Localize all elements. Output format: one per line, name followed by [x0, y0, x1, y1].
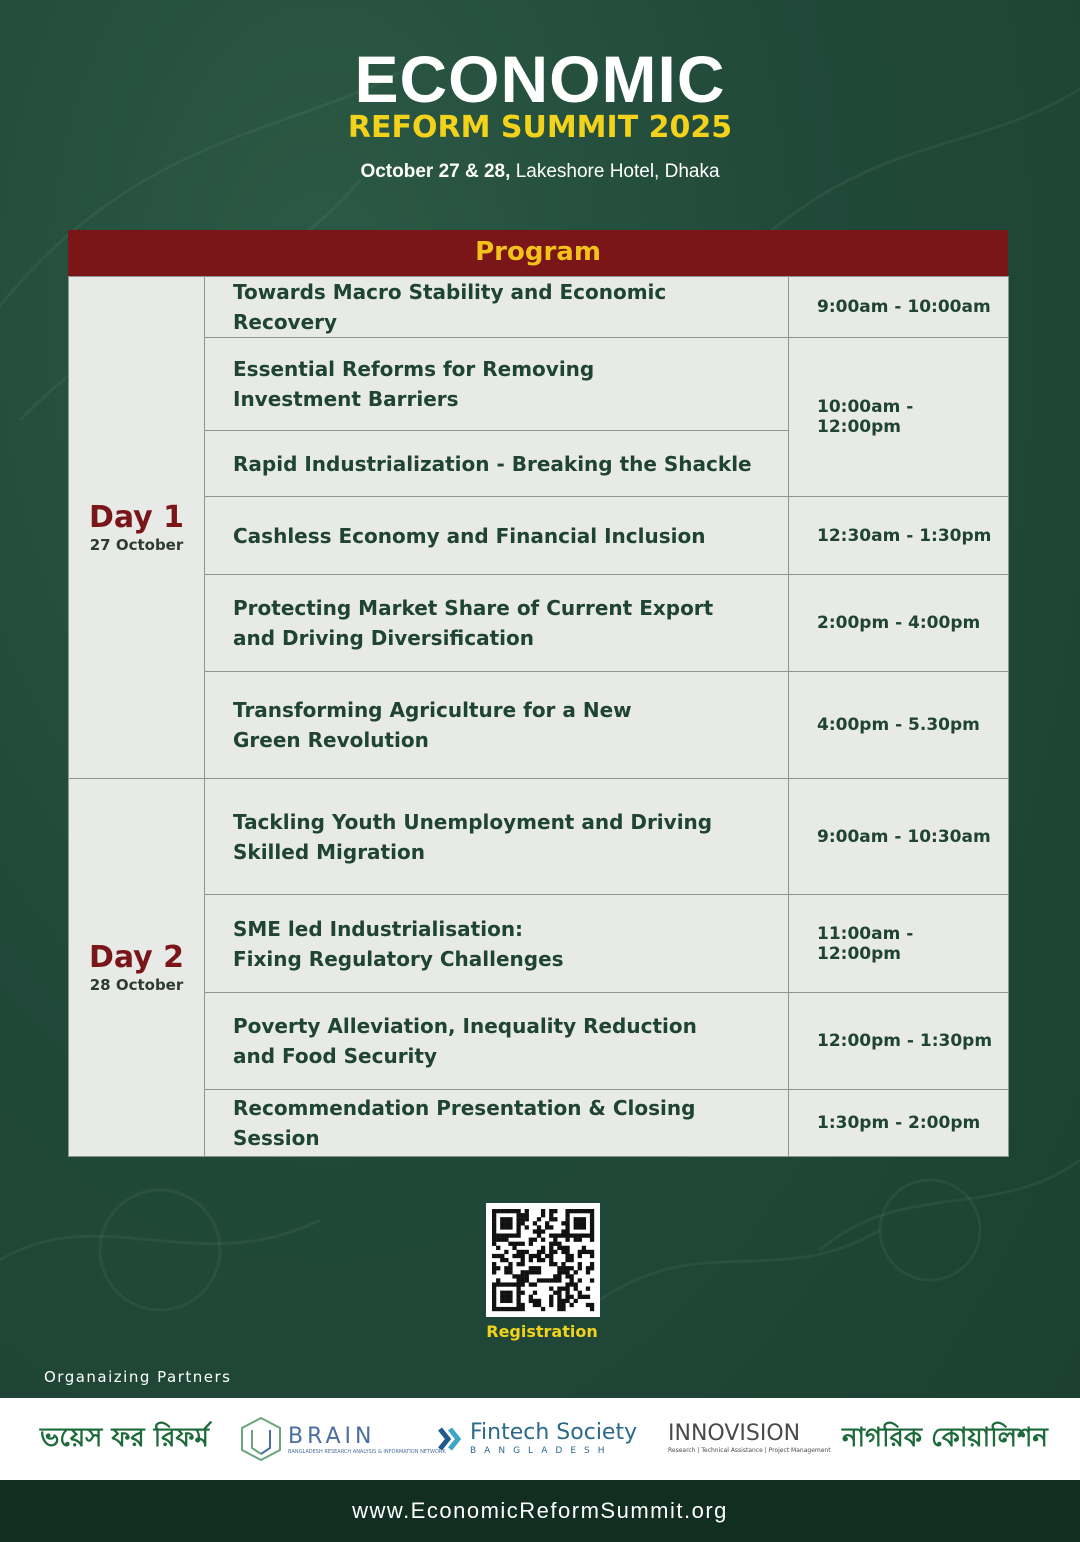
program-header: Program [68, 230, 1008, 276]
session-title: Transforming Agriculture for a New Green Revolution [205, 672, 789, 779]
website-url[interactable]: www.EconomicReformSummit.org [0, 1480, 1080, 1542]
table-row [69, 993, 1009, 1090]
session-time: 11:00am - 12:00pm [789, 895, 1009, 993]
session-time: 1:30pm - 2:00pm [789, 1090, 1009, 1157]
voice-for-reform-logo: ভয়েস ফর রিফর্ম [40, 1423, 209, 1453]
table-row [69, 575, 1009, 672]
double-chevron-icon [436, 1425, 464, 1453]
event-subtitle: REFORM SUMMIT 2025 [347, 110, 733, 145]
event-date-venue [0, 158, 1080, 186]
session-time: 2:00pm - 4:00pm [789, 575, 1009, 672]
nagorik-coalition-logo: নাগরিক কোয়ালিশন [842, 1423, 1048, 1453]
session-title: Protecting Market Share of Current Export and Driving Diversification [205, 575, 789, 672]
session-time: 12:00pm - 1:30pm [789, 993, 1009, 1090]
day-date: 28 October [89, 975, 184, 994]
partners-bar [0, 1398, 1080, 1480]
day-label: Day 1 [88, 499, 185, 535]
session-time: 10:00am - 12:00pm [789, 338, 1009, 497]
session-title: SME led Industrialisation: Fixing Regulatory Challenges [205, 895, 789, 993]
brain-hexagon-icon [238, 1416, 284, 1462]
session-title: Towards Macro Stability and Economic Recovery [205, 277, 789, 338]
session-time: 4:00pm - 5.30pm [789, 672, 1009, 779]
qr-code-icon [486, 1203, 600, 1317]
table-row [69, 338, 1009, 431]
session-title: Poverty Alleviation, Inequality Reduction and Food Security [205, 993, 789, 1090]
session-title: Essential Reforms for Removing Investment Barriers [205, 338, 789, 431]
table-row [69, 779, 1009, 895]
table-row [69, 672, 1009, 779]
session-time: 9:00am - 10:00am [789, 277, 1009, 338]
day-cell [69, 277, 205, 779]
brain-logo: BRAIN BANGLADESH RESEARCH ANALYSIS & INFORMATION NETWORK [238, 1398, 446, 1480]
day-cell [69, 779, 205, 1157]
event-title: ECONOMIC [354, 42, 726, 116]
table-row [69, 895, 1009, 993]
innovision-logo: INNOVISION Research | Technical Assistance | Project Management [668, 1421, 831, 1454]
table-row [69, 1090, 1009, 1157]
day-date: 27 October [89, 535, 184, 554]
session-title: Rapid Industrialization - Breaking the Shackle [205, 431, 789, 497]
session-title: Recommendation Presentation & Closing Session [205, 1090, 789, 1157]
registration-label: Registration [486, 1322, 598, 1341]
day-label: Day 2 [88, 939, 185, 975]
program-table [68, 230, 1008, 1157]
event-dates: October 27 & 28, [360, 161, 511, 182]
session-time: 12:30am - 1:30pm [789, 497, 1009, 575]
session-title: Cashless Economy and Financial Inclusion [205, 497, 789, 575]
session-time: 9:00am - 10:30am [789, 779, 1009, 895]
event-venue: Lakeshore Hotel, Dhaka [515, 161, 720, 182]
table-row [69, 277, 1009, 338]
fintech-society-logo: Fintech Society BANGLADESH [436, 1398, 637, 1480]
schedule-table [68, 276, 1009, 1157]
table-row [69, 497, 1009, 575]
registration-qr-code[interactable] [486, 1203, 600, 1317]
session-title: Tackling Youth Unemployment and Driving Skilled Migration [205, 779, 789, 895]
partners-label: Organaizing Partners [44, 1368, 232, 1386]
